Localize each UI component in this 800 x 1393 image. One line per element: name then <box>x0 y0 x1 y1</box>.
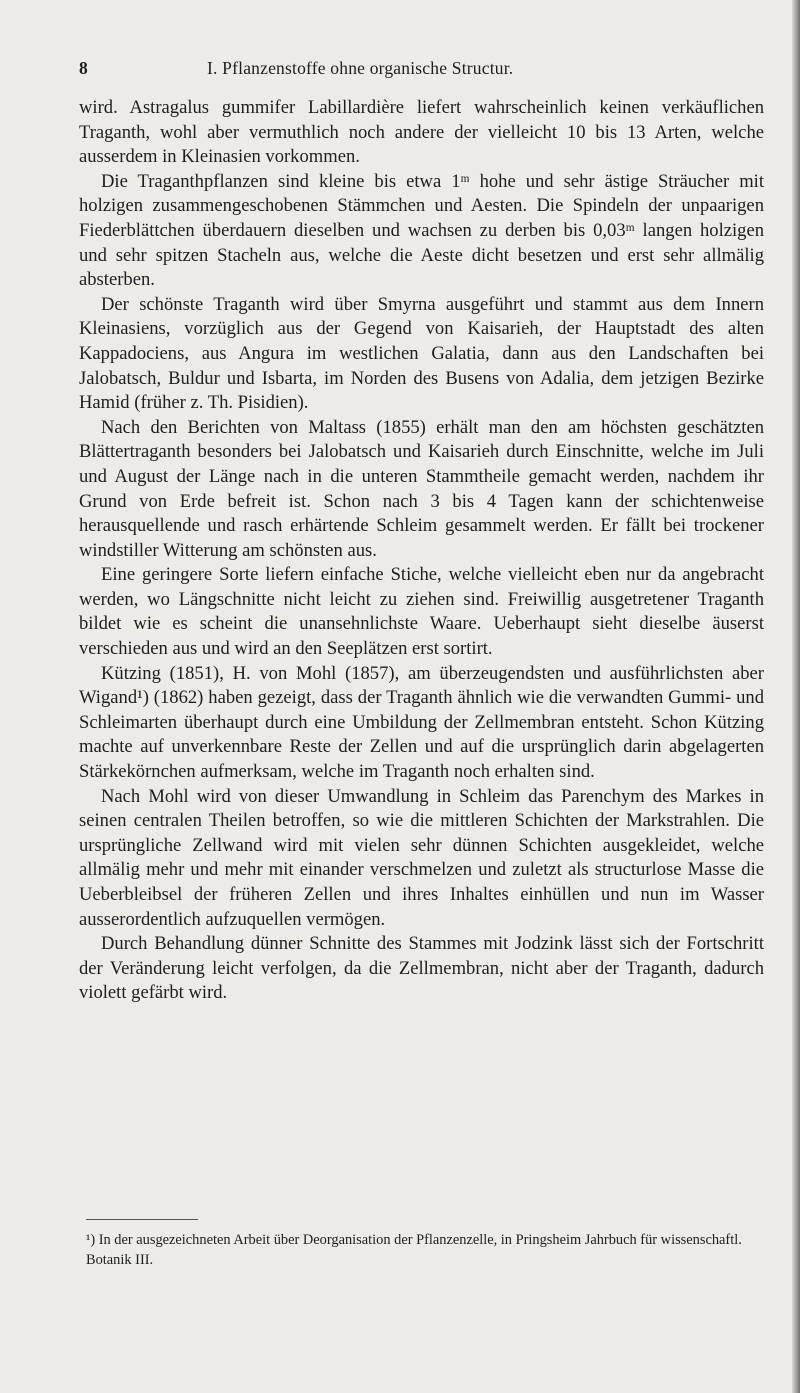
running-head: I. Pflanzenstoffe ohne organische Structur. <box>207 58 514 78</box>
page-header <box>79 58 750 82</box>
paragraph-7: Nach Mohl wird von dieser Umwandlung in Schleim das Parenchym des Markes in seinen centralen Theilen betroffen, so wie die mittleren Schichten der Markstrahlen. Die ursprüngliche Zellwand wird mit vielen sehr dünnen Schichten ausgekleidet, welche allmälig mehr und mehr mit einander verschmelzen und zuletzt als structurlose Masse die Ueberbleibsel der früheren Zellen und ihres Inhaltes einhüllen und nun im Wasser ausserordentlich aufzuquellen vermögen. <box>79 785 764 930</box>
footnote-rule <box>86 1219 198 1220</box>
paragraph-2: Die Traganthpflanzen sind kleine bis etwa 1ᵐ hohe und sehr ästige Sträucher mit holzigen zusammengeschobenen Stämmchen und Aesten. Die Spindeln der unpaarigen Fiederblättchen überdauern dieselben und wachsen zu derben bis 0,03ᵐ langen holzigen und sehr spitzen Stacheln aus, welche die Aeste dicht besetzen und erst sehr allmälig absterben. <box>79 170 764 291</box>
paragraph-4: Nach den Berichten von Maltass (1855) erhält man den am höchsten geschätzten Blättertraganth besonders bei Jalobatsch und Kaisarieh durch Einschnitte, welche im Juli und August der Länge nach in die unteren Stammtheile gemacht werden, nachdem ihr Grund von Erde befreit ist. Schon nach 3 bis 4 Tagen kann der schichtenweise herausquellende und rasch erhärtende Schleim gesammelt werden. Er fällt bei trockener windstiller Witterung am schönsten aus. <box>79 416 764 561</box>
paragraph-5: Eine geringere Sorte liefern einfache Stiche, welche vielleicht eben nur da angebracht werden, wo Längschnitte nicht leicht zu ziehen sind. Freiwillig ausgetretener Traganth bildet wie es scheint die unansehnlichste Waare. Ueberhaupt sieht dieselbe äuserst verschieden aus und wird an den Seeplätzen erst sortirt. <box>79 564 764 660</box>
body-text <box>79 96 764 1006</box>
paragraph-8: Durch Behandlung dünner Schnitte des Stammes mit Jodzink lässt sich der Fortschritt der Veränderung leicht verfolgen, da die Zellmembran, nicht aber der Traganth, dadurch violett gefärbt wird. <box>79 933 764 1004</box>
paragraph-6: Kützing (1851), H. von Mohl (1857), am überzeugendsten und ausführlichsten aber Wigand¹) (1862) haben gezeigt, dass der Traganth ähnlich wie die verwandten Gummi- und Schleimarten überhaupt durch eine Umbildung der Zellmembran entsteht. Schon Kützing machte auf unverkennbare Reste der Zellen und auf die ursprünglich darin abgelagerten Stärkekörnchen aufmerksam, welche im Traganth noch erhalten sind. <box>79 662 764 783</box>
paragraph-1: wird. Astragalus gummifer Labillardière liefert wahrscheinlich keinen verkäuflichen Traganth, wohl aber vermuthlich noch andere der vielleicht 10 bis 13 Arten, welche ausserdem in Kleinasien vorkommen. <box>79 97 764 168</box>
page-number: 8 <box>79 58 88 78</box>
footnote: ¹) In der ausgezeichneten Arbeit über Deorganisation der Pflanzenzelle, in Pringsheim Jahrbuch für wissenschaftl. Botanik III. <box>86 1232 742 1268</box>
paragraph-3: Der schönste Traganth wird über Smyrna ausgeführt und stammt aus dem Innern Kleinasiens, vorzüglich aus der Gegend von Kaisarieh, der Hauptstadt des alten Kappadociens, aus Angura im westlichen Galatia, dann aus den Landschaften bei Jalobatsch, Buldur und Isbarta, im Norden des Busens von Adalia, dem jetzigen Bezirke Hamid (früher z. Th. Pisidien). <box>79 293 764 414</box>
page-edge <box>792 0 800 1393</box>
